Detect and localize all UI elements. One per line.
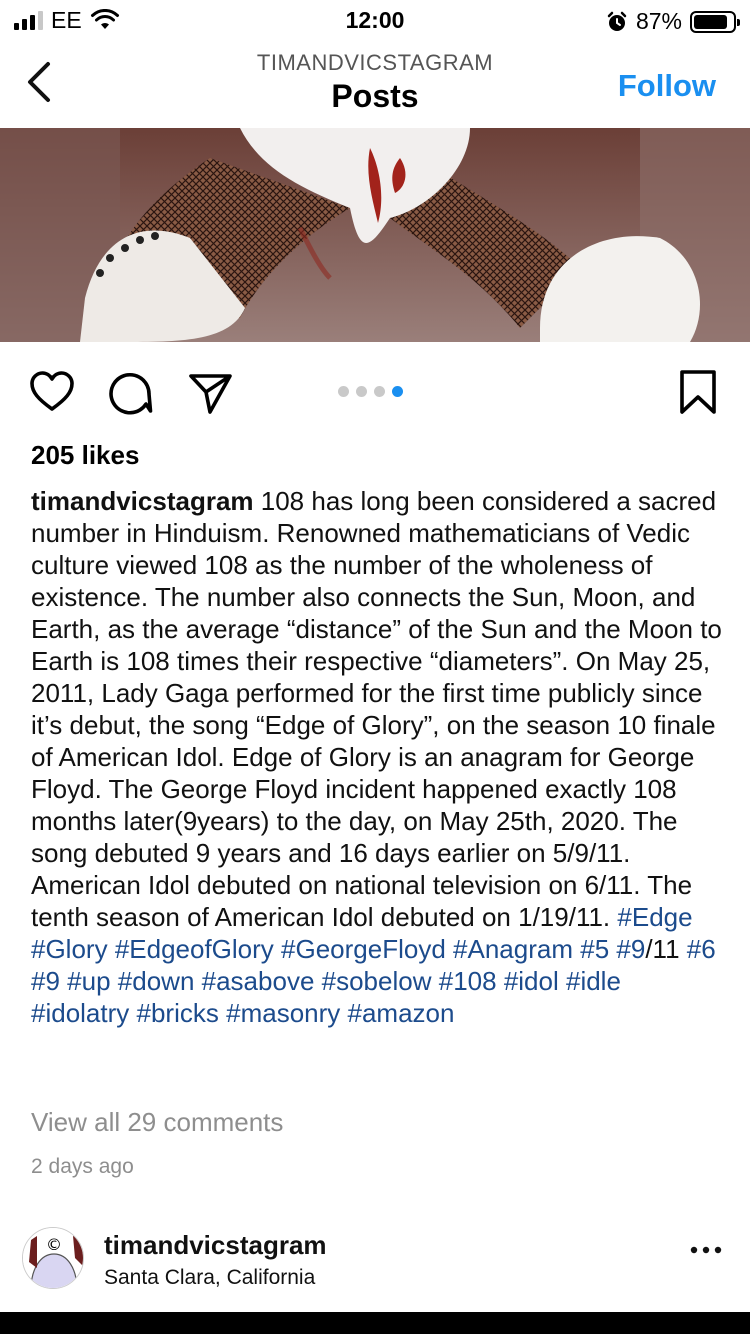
avatar-glyph: ©	[46, 1235, 62, 1254]
likes-count[interactable]: 205 likes	[31, 440, 140, 470]
alarm-icon	[606, 11, 628, 33]
heart-icon[interactable]	[28, 368, 76, 416]
hashtag-link[interactable]: #5	[580, 934, 610, 964]
post-photo[interactable]	[0, 128, 750, 342]
caption-slash-text: /11	[645, 934, 680, 964]
view-comments-link[interactable]: View all 29 comments	[31, 1107, 284, 1137]
hashtag-link[interactable]: #Edge	[617, 902, 693, 932]
post-image	[0, 128, 750, 342]
hashtag-link[interactable]: #down	[117, 966, 195, 996]
page-title: Posts	[331, 78, 419, 114]
caption-username[interactable]: timandvicstagram	[31, 486, 254, 516]
caption-text: 108 has long been considered a sacred number in Hinduism. Renowned mathematicians of Vedic culture viewed 108 as the number of the wholeness of existence. The number also connects the Sun, Moon, and Earth, as the average “distance” of the Sun and the Moon to Earth is 108 times their respective “diameters”. On May 25, 2011, Lady Gaga performed for the first time publicly since it’s debut, the song “Edge of Glory”, on the season 10 finale of American Idol. Edge of Glory is an anagram for George Floyd. The George Floyd incident happened exactly 108 months later(9years) to the day, on May 25th, 2020. The song debuted 9 years and 16 days earlier on 5/9/11. American Idol debuted on national television on 6/11. The tenth season of American Idol debuted on 1/19/11.	[31, 486, 722, 932]
hashtag-link[interactable]: #up	[67, 966, 111, 996]
author-username[interactable]: timandvicstagram	[104, 1230, 327, 1260]
header-account-name: TIMANDVICSTAGRAM	[256, 50, 494, 75]
hashtag-link[interactable]: #108	[438, 966, 497, 996]
hashtag-link[interactable]: #Anagram	[453, 934, 573, 964]
carrier-name: EE	[51, 7, 82, 33]
author-location[interactable]: Santa Clara, California	[104, 1266, 316, 1289]
post-action-bar	[0, 362, 750, 422]
comment-bubble-icon[interactable]	[106, 368, 154, 416]
avatar-image	[23, 1228, 84, 1289]
status-bar	[0, 0, 750, 40]
carousel-dot	[392, 386, 403, 397]
hashtag-link[interactable]: #GeorgeFloyd	[281, 934, 446, 964]
hashtag-link[interactable]: #6	[686, 934, 716, 964]
author-row	[0, 1220, 750, 1310]
post-caption	[31, 485, 723, 1029]
post-timestamp: 2 days ago	[31, 1155, 134, 1178]
hashtag-link[interactable]: #asabove	[201, 966, 315, 996]
status-time: 12:00	[345, 7, 405, 33]
paper-plane-icon[interactable]	[186, 368, 234, 416]
carousel-indicator	[338, 386, 403, 397]
hashtag-link[interactable]: #Glory	[31, 934, 108, 964]
hashtag-link[interactable]: #EdgeofGlory	[114, 934, 274, 964]
hashtag-link[interactable]: #idle	[565, 966, 621, 996]
hashtag-link[interactable]: #9	[31, 966, 60, 996]
battery-percent: 87%	[635, 8, 682, 34]
carousel-dot	[338, 386, 349, 397]
bottom-bar	[0, 1312, 750, 1334]
hashtag-link[interactable]: #9	[616, 934, 646, 964]
follow-button[interactable]: Follow	[617, 68, 716, 103]
hashtag-link[interactable]: #idolatry	[31, 998, 130, 1028]
header	[0, 40, 750, 128]
hashtag-link[interactable]: #bricks	[136, 998, 219, 1028]
hashtag-link[interactable]: #masonry	[226, 998, 341, 1028]
carousel-dot	[356, 386, 367, 397]
avatar[interactable]	[22, 1227, 84, 1289]
hashtag-link[interactable]: #idol	[503, 966, 559, 996]
battery-level-fill	[694, 15, 727, 29]
more-horizontal-icon[interactable]	[690, 1244, 722, 1256]
bookmark-icon[interactable]	[674, 368, 722, 416]
carousel-dot	[374, 386, 385, 397]
hashtag-link[interactable]: #amazon	[347, 998, 455, 1028]
battery-icon	[690, 11, 736, 33]
hashtag-link[interactable]: #sobelow	[321, 966, 432, 996]
